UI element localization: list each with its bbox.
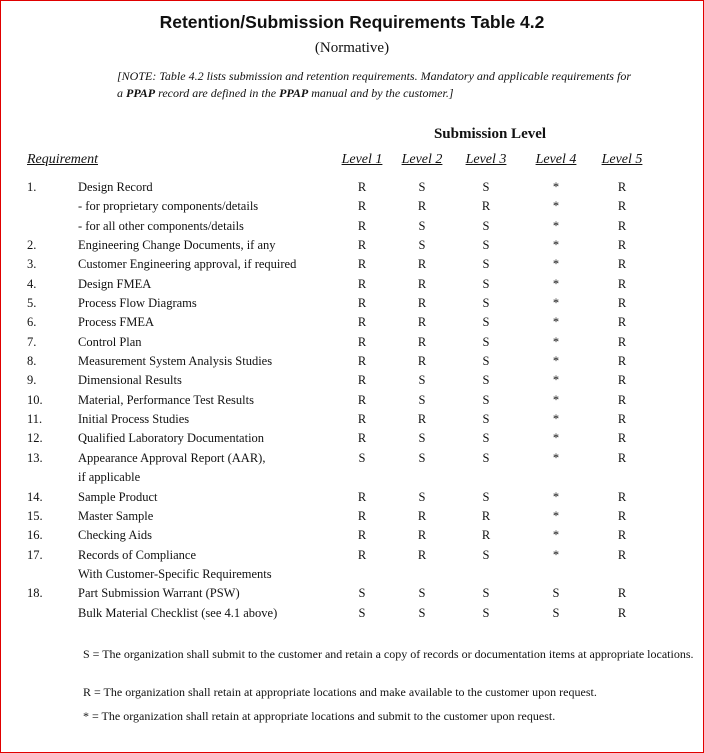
level-3-cell: S — [482, 276, 490, 291]
row-label: Engineering Change Documents, if any — [78, 238, 276, 253]
level-3-cell: S — [482, 180, 490, 194]
row-label: Customer Engineering approval, if required — [78, 257, 297, 272]
row-number: 6. — [27, 315, 37, 330]
level-3-cell: S — [482, 412, 490, 427]
table-row — [0, 217, 704, 236]
table-row — [0, 449, 704, 468]
table-row — [0, 275, 704, 294]
level-1-cell: R — [357, 315, 367, 330]
level-5-cell: R — [617, 605, 627, 620]
row-number: 13. — [27, 450, 43, 465]
level-1-cell: R — [357, 412, 367, 427]
legend-s: S = The organization shall submit to the customer and retain a copy of records or documentation items at appropriate locations. — [83, 647, 694, 661]
level-2-cell: R — [417, 547, 427, 562]
level-4-cell: * — [552, 431, 560, 446]
level-1-cell: R — [357, 489, 367, 504]
level-3-cell: S — [482, 586, 490, 601]
level-2-cell: S — [418, 431, 426, 446]
row-label: - for all other components/details — [78, 218, 244, 233]
note-text — [117, 68, 637, 102]
legend-r: R = The organization shall retain at appropriate locations and make available to the customer upon request. — [83, 685, 597, 699]
level-5-cell: R — [617, 431, 627, 446]
level-5-cell: R — [617, 315, 627, 330]
table-row — [0, 333, 704, 352]
level-3-cell: S — [482, 431, 490, 446]
table-row — [0, 371, 704, 390]
level-1-cell: R — [357, 199, 367, 214]
level-2-cell: R — [417, 315, 427, 330]
table-row — [0, 526, 704, 545]
row-number: 12. — [27, 431, 43, 446]
row-number: 11. — [27, 412, 43, 427]
level-5-cell: R — [617, 354, 627, 369]
level-4-cell: * — [552, 276, 560, 291]
level-2-cell: R — [417, 199, 427, 214]
level-2-cell: S — [418, 605, 426, 620]
level-1-cell: R — [357, 180, 367, 194]
level-5-cell: R — [617, 199, 627, 214]
row-label: Design FMEA — [78, 276, 152, 291]
row-number: 14. — [27, 489, 43, 504]
row-number: 8. — [27, 354, 37, 369]
note-part: manual and by the customer.] — [308, 86, 454, 100]
level-5-cell: R — [617, 489, 627, 504]
level-2-cell: R — [417, 354, 427, 369]
table-row — [0, 255, 704, 274]
row-label: Design Record — [78, 180, 153, 194]
page-title: Retention/Submission Requirements Table 4.2 — [159, 12, 545, 32]
level-1-cell: R — [357, 373, 367, 388]
level-1-cell: R — [357, 547, 367, 562]
table-row — [0, 197, 704, 216]
row-number: 1. — [27, 180, 37, 194]
row-label: Dimensional Results — [78, 373, 182, 388]
row-label: With Customer-Specific Requirements — [78, 566, 272, 581]
level-3-cell: S — [482, 373, 490, 388]
level-3-cell: R — [481, 508, 491, 523]
row-number: 9. — [27, 373, 37, 388]
level-5-cell: R — [617, 392, 627, 407]
level-5-cell: R — [617, 528, 627, 543]
table-row — [0, 565, 704, 584]
level-2-cell: R — [417, 276, 427, 291]
row-number: 18. — [27, 586, 43, 601]
row-label: Appearance Approval Report (AAR), — [78, 450, 266, 465]
row-number: 7. — [27, 334, 37, 349]
table-row — [0, 488, 704, 507]
row-number: 2. — [27, 238, 37, 253]
table-row — [0, 178, 704, 197]
level-2-cell: S — [418, 238, 426, 253]
row-label: Process Flow Diagrams — [78, 296, 197, 311]
row-label: Master Sample — [78, 508, 154, 523]
level-4-cell: * — [552, 373, 560, 388]
row-label: Checking Aids — [78, 528, 152, 543]
requirement-header: Requirement — [27, 152, 99, 167]
row-number: 4. — [27, 276, 37, 291]
level-5-cell: R — [617, 450, 627, 465]
table-row — [0, 236, 704, 255]
level-4-cell: * — [552, 296, 560, 311]
level-2-cell: S — [418, 450, 426, 465]
level-1-header: Level 1 — [341, 152, 383, 167]
level-3-header: Level 3 — [465, 152, 507, 167]
level-5-cell: R — [617, 180, 627, 194]
row-label: Initial Process Studies — [78, 412, 190, 427]
level-4-cell: * — [552, 547, 560, 562]
level-2-header: Level 2 — [401, 152, 443, 167]
level-4-cell: * — [552, 528, 560, 543]
level-3-cell: S — [482, 547, 490, 562]
level-3-cell: S — [482, 489, 490, 504]
row-label: Qualified Laboratory Documentation — [78, 431, 265, 446]
table-row — [0, 410, 704, 429]
level-3-cell: S — [482, 296, 490, 311]
level-1-cell: R — [357, 334, 367, 349]
level-4-cell: * — [552, 450, 560, 465]
level-2-cell: S — [418, 489, 426, 504]
row-label: - for proprietary components/details — [78, 199, 259, 214]
row-number: 16. — [27, 528, 43, 543]
level-5-cell: R — [617, 238, 627, 253]
level-1-cell: R — [357, 392, 367, 407]
row-number: 3. — [27, 257, 37, 272]
level-5-cell: R — [617, 296, 627, 311]
level-2-cell: S — [418, 180, 426, 194]
level-3-cell: R — [481, 528, 491, 543]
row-number: 17. — [27, 547, 43, 562]
row-label: Bulk Material Checklist (see 4.1 above) — [78, 605, 278, 620]
table-row — [0, 507, 704, 526]
row-label: Material, Performance Test Results — [78, 392, 254, 407]
level-1-cell: R — [357, 431, 367, 446]
level-4-cell: * — [552, 489, 560, 504]
level-3-cell: S — [482, 605, 490, 620]
level-2-cell: R — [417, 257, 427, 272]
level-1-cell: R — [357, 354, 367, 369]
level-2-cell: S — [418, 373, 426, 388]
level-3-cell: R — [481, 199, 491, 214]
level-1-cell: R — [357, 508, 367, 523]
row-label: Part Submission Warrant (PSW) — [78, 586, 240, 601]
level-4-cell: * — [552, 334, 560, 349]
row-label: Process FMEA — [78, 315, 155, 330]
level-5-cell: R — [617, 334, 627, 349]
level-2-cell: R — [417, 412, 427, 427]
level-1-cell: R — [357, 257, 367, 272]
row-label: Records of Compliance — [78, 547, 197, 562]
table-row — [0, 546, 704, 565]
level-4-cell: * — [552, 392, 560, 407]
level-4-cell: S — [552, 586, 560, 601]
legend-star: * = The organization shall retain at appropriate locations and submit to the customer upon request. — [83, 709, 556, 723]
table-row — [0, 313, 704, 332]
level-4-cell: S — [552, 605, 560, 620]
level-5-cell: R — [617, 547, 627, 562]
requirements-table — [0, 178, 704, 623]
note-part: record are defined in the — [155, 86, 280, 100]
level-5-cell: R — [617, 257, 627, 272]
table-row — [0, 468, 704, 487]
level-3-cell: S — [482, 315, 490, 330]
level-5-cell: R — [617, 276, 627, 291]
level-4-cell: * — [552, 508, 560, 523]
level-4-cell: * — [552, 412, 560, 427]
level-4-cell: * — [552, 199, 560, 214]
level-3-cell: S — [482, 450, 490, 465]
level-3-cell: S — [482, 238, 490, 253]
level-1-cell: R — [357, 276, 367, 291]
level-2-cell: R — [417, 528, 427, 543]
level-2-cell: R — [417, 508, 427, 523]
level-1-cell: S — [358, 605, 366, 620]
level-3-cell: S — [482, 354, 490, 369]
row-number: 5. — [27, 296, 37, 311]
row-label: Control Plan — [78, 334, 142, 349]
table-row — [0, 604, 704, 623]
level-2-cell: S — [418, 218, 426, 233]
level-5-header: Level 5 — [601, 152, 643, 167]
row-number: 10. — [27, 392, 43, 407]
level-4-cell: * — [552, 315, 560, 330]
level-5-cell: R — [617, 218, 627, 233]
note-ppap: PPAP — [279, 86, 309, 100]
table-row — [0, 294, 704, 313]
level-1-cell: R — [357, 218, 367, 233]
level-2-cell: R — [417, 296, 427, 311]
table-row — [0, 352, 704, 371]
level-5-cell: R — [617, 412, 627, 427]
row-label: if applicable — [78, 470, 141, 485]
table-row — [0, 429, 704, 448]
level-1-cell: R — [357, 238, 367, 253]
level-4-cell: * — [552, 180, 560, 194]
level-4-cell: * — [552, 238, 560, 253]
level-4-cell: * — [552, 257, 560, 272]
row-label: Measurement System Analysis Studies — [78, 354, 273, 369]
level-1-cell: R — [357, 528, 367, 543]
level-4-cell: * — [552, 218, 560, 233]
table-row — [0, 391, 704, 410]
note-part: [NOTE: Table 4.2 lists submission and retention requirements. Mandatory and applicable requirements for a — [117, 69, 631, 100]
table-row — [0, 584, 704, 603]
level-2-cell: S — [418, 392, 426, 407]
level-3-cell: S — [482, 334, 490, 349]
level-2-cell: S — [418, 586, 426, 601]
submission-level-header: Submission Level — [433, 126, 547, 142]
level-5-cell: R — [617, 586, 627, 601]
row-number: 15. — [27, 508, 43, 523]
level-5-cell: R — [617, 508, 627, 523]
level-5-cell: R — [617, 373, 627, 388]
level-2-cell: R — [417, 334, 427, 349]
level-3-cell: S — [482, 392, 490, 407]
level-1-cell: S — [358, 586, 366, 601]
level-1-cell: S — [358, 450, 366, 465]
level-1-cell: R — [357, 296, 367, 311]
row-label: Sample Product — [78, 489, 158, 504]
page-subtitle: (Normative) — [314, 40, 390, 56]
level-4-cell: * — [552, 354, 560, 369]
level-3-cell: S — [482, 218, 490, 233]
level-3-cell: S — [482, 257, 490, 272]
note-ppap: PPAP — [126, 86, 156, 100]
level-4-header: Level 4 — [535, 152, 577, 167]
